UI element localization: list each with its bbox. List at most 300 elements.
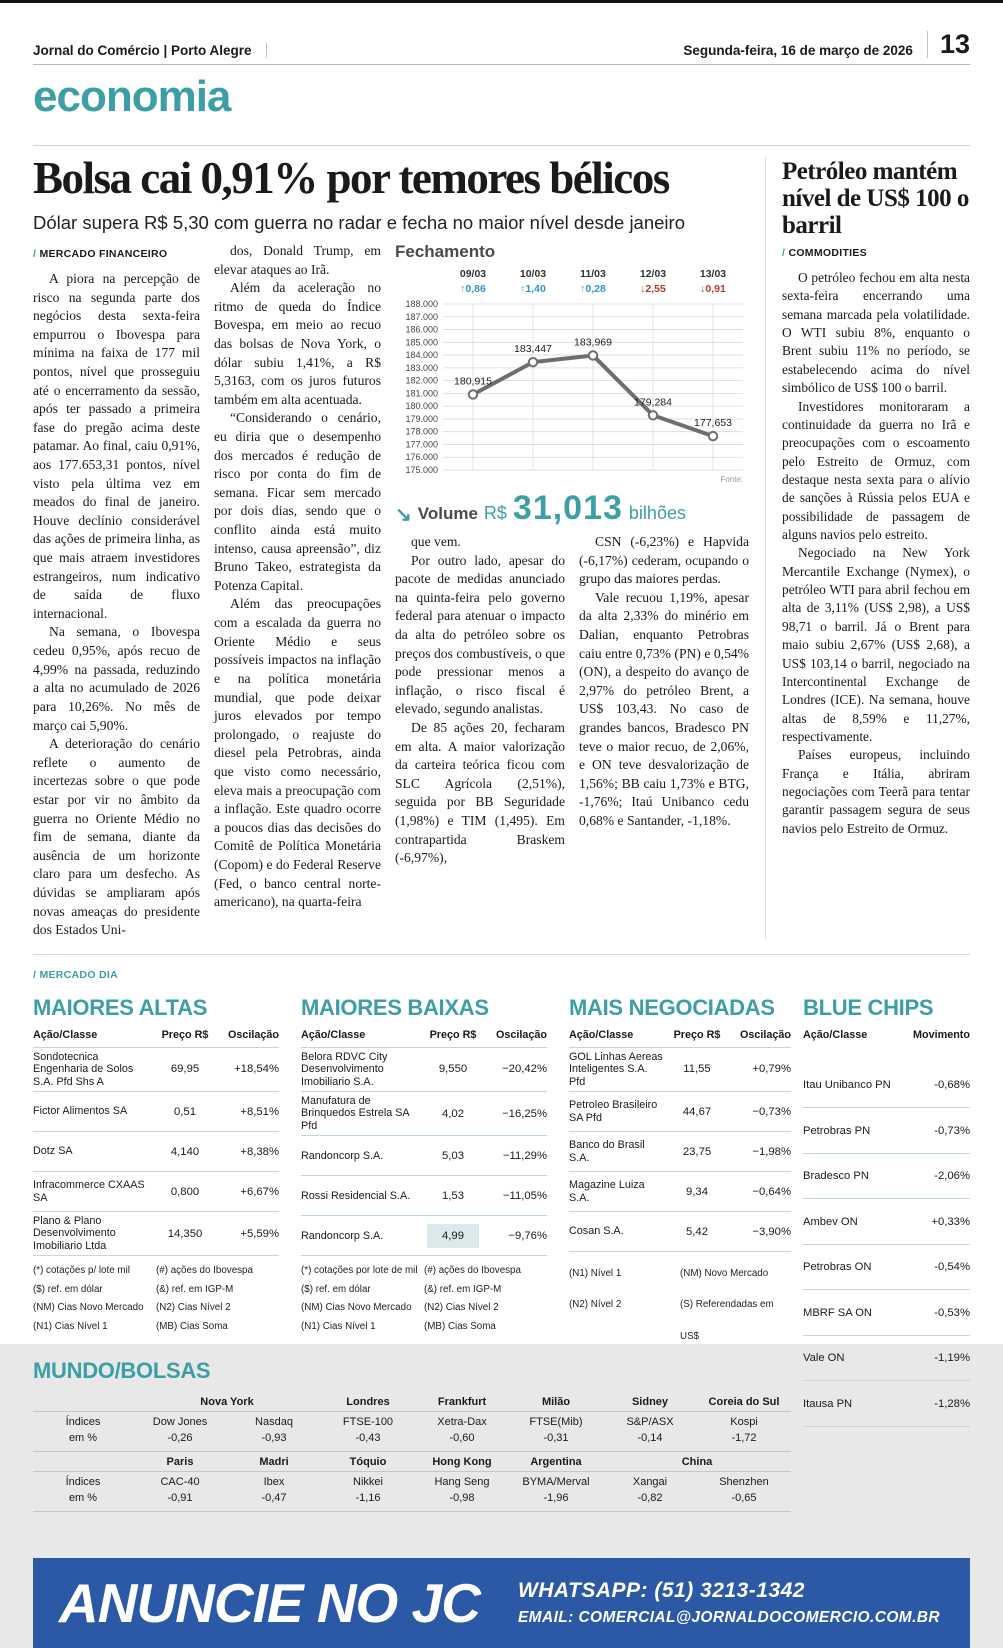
y-tick-label: 175.000 <box>405 464 438 475</box>
exchange-city: Tóquio <box>349 1455 387 1468</box>
stock-price: 69,95 <box>170 1063 200 1076</box>
exchange-city: Londres <box>346 1396 390 1409</box>
table-row <box>301 1136 547 1176</box>
date-label: 10/03 <box>519 267 547 280</box>
mundo-header-row <box>33 1451 791 1471</box>
index-name: Hang Seng <box>434 1475 490 1488</box>
stock-name: MBRF SA ON <box>803 1306 872 1319</box>
kicker-slash: / <box>33 247 40 260</box>
article-paragraph: Além das preocupações com a escalada da guerra no Oriente Médio e seus possíveis impactos na inflação e na política monetária mundial, que pode deixar juros elevados por tempo prolongado, o reajuste do diesel pela Petrobras, ainda que visto como necessário, eleva mais a preocupação com a inflação. Este quadro ocorre a poucos dias das decisões do Comitê de Política Monetária (Copom) e do Federal Reserve (Fed, o banco central norte-americano), na quarta-feira <box>214 596 381 910</box>
footnotes-left <box>569 1258 680 1352</box>
table-row <box>569 1172 791 1212</box>
banner-headline: ANUNCIE NO JC <box>59 1571 480 1634</box>
article-col-3 <box>395 533 565 868</box>
stock-price: 4,99 <box>427 1224 479 1248</box>
y-tick-label: 176.000 <box>405 452 438 463</box>
stock-name: Petrobras PN <box>803 1124 871 1137</box>
stock-change: -1,28% <box>934 1397 970 1410</box>
index-value: -0,47 <box>261 1491 287 1504</box>
stock-name: Itau Unibanco PN <box>803 1079 891 1092</box>
blue-chips-rows <box>803 1063 970 1427</box>
footnote: (NM) Novo Mercado <box>680 1268 769 1280</box>
exchange-city: Sidney <box>631 1396 669 1409</box>
table-row <box>803 1245 970 1291</box>
kicker-slash: / <box>33 968 40 981</box>
mundo-table <box>33 1392 791 1512</box>
footnote: (#) ações do Ibovespa <box>156 1265 253 1277</box>
stock-change: −16,25% <box>502 1107 547 1120</box>
data-point-label: 179,284 <box>634 396 672 409</box>
row-label-line: em % <box>68 1491 98 1504</box>
article-paragraph: Investidores monitoraram a continuidade da guerra no Irã e preocupações com o escoamento pelo Estreito de Ormuz, com destaque nesta sexta para o alívio de sanções à Rússia pelos EUA e possibilidade de passagem de alguns navios pelo estreito. <box>782 398 970 543</box>
mundo-title: MUNDO/BOLSAS <box>33 1358 211 1384</box>
footnote: (&) ref. em IGP-M <box>156 1283 234 1295</box>
mundo-data-row <box>33 1471 791 1511</box>
maiores-altas-rows <box>33 1048 279 1256</box>
data-point <box>469 390 477 398</box>
col-header-name: Ação/Classe <box>33 1028 98 1041</box>
index-value: -0,43 <box>355 1432 381 1445</box>
table-title: MAIS NEGOCIADAS <box>569 994 775 1020</box>
stock-change: −9,76% <box>508 1229 547 1242</box>
footnote: (MB) Cias Soma <box>156 1321 228 1333</box>
mercado-left <box>33 991 791 1512</box>
exchange-city: Argentina <box>530 1455 582 1468</box>
data-point <box>529 358 537 366</box>
table-row <box>569 1132 791 1172</box>
data-point <box>709 432 717 440</box>
stock-price: 1,53 <box>442 1189 464 1202</box>
sidebar-kicker <box>782 247 970 259</box>
stock-change: +18,54% <box>234 1063 279 1076</box>
index-cell <box>697 1412 791 1452</box>
stock-name: Bradesco PN <box>803 1170 869 1183</box>
data-point <box>589 351 597 359</box>
footnotes-left <box>301 1262 424 1336</box>
table-row <box>33 1048 279 1092</box>
index-name: Xangai <box>632 1475 668 1488</box>
index-cell <box>415 1471 509 1511</box>
article-col-1-text <box>33 270 200 940</box>
sidebar-headline: Petróleo mantém nível de US$ 100 o barril <box>782 158 969 239</box>
maiores-baixas-footnotes <box>301 1262 547 1336</box>
table-header <box>33 1029 279 1048</box>
exchange-city: Frankfurt <box>437 1396 487 1409</box>
index-name: Shenzhen <box>719 1475 769 1488</box>
table-row <box>803 1154 970 1200</box>
stock-change: −1,98% <box>752 1145 791 1158</box>
col-header-price: Preço R$ <box>673 1028 721 1041</box>
data-point <box>649 411 657 419</box>
stock-price: 44,67 <box>682 1105 712 1118</box>
stock-change: -0,54% <box>934 1261 970 1274</box>
col-header-change: Oscilação <box>739 1028 791 1041</box>
table-row <box>803 1290 970 1336</box>
article-col-4-text <box>579 533 749 831</box>
maiores-altas-footnotes <box>33 1262 279 1336</box>
index-name: Nasdaq <box>255 1416 293 1429</box>
index-cell <box>321 1412 415 1452</box>
footnote: ($) ref. em dólar <box>301 1283 371 1295</box>
index-cell <box>603 1471 697 1511</box>
exchange-city: Nova York <box>200 1396 254 1409</box>
table-row <box>301 1216 547 1256</box>
index-name: FTSE(Mib) <box>529 1416 583 1429</box>
stock-price: 5,03 <box>442 1149 464 1162</box>
chart-and-text-block <box>395 242 749 940</box>
date-label: 09/03 <box>459 267 487 280</box>
article-paragraph: Negociado na New York Mercantile Exchange (Nymex), o petróleo WTI para abril fechou em alta de 3,11% (US$ 2,98), a US$ 98,71 o barril. Já o Brent para maio subiu 2,67% (US$ 2,68), a US$ 103,14 o barril, negociado na Intercontinental Exchange de Londres (ICE). Na semana, houve altas de 8,59% e 11,27%, respectivamente. <box>782 545 970 744</box>
table-header <box>301 1029 547 1048</box>
article-paragraph: O petróleo fechou em alta nesta sexta-feira encerrando uma semana marcada pela volatilidade. O WTI subiu 8%, enquanto o Brent subiu 11% no período, se estabelecendo acima do nível simbólico de US$ 100 o barril. <box>782 270 970 396</box>
stock-name: Ambev ON <box>803 1215 858 1228</box>
stock-name: Banco do Brasil S.A. <box>569 1139 645 1164</box>
exchange-city: Coreia do Sul <box>708 1396 780 1409</box>
stock-change: -0,53% <box>934 1306 970 1319</box>
stock-change: -1,19% <box>934 1352 970 1365</box>
edition-date: Segunda-feira, 16 de março de 2026 <box>683 43 913 58</box>
volume-currency: R$ <box>483 502 507 523</box>
footnote: (NM) Cias Novo Mercado <box>33 1302 144 1314</box>
y-tick-label: 181.000 <box>405 388 438 399</box>
footnote: (N2) Cias Nível 2 <box>156 1302 231 1314</box>
volume-unit: bilhões <box>628 502 686 523</box>
footnote: (NM) Cias Novo Mercado <box>301 1302 412 1314</box>
stock-price: 23,75 <box>682 1145 712 1158</box>
article-paragraph: Por outro lado, apesar do pacote de medidas anunciado na quinta-feira pelo governo federal para atenuar o impacto da alta do petróleo sobre os preços dos combustíveis, o que pode pressionar menos a inflação, o risco fiscal é elevado, segundo analistas. <box>395 552 565 717</box>
y-tick-label: 177.000 <box>405 439 438 450</box>
table-title: BLUE CHIPS <box>803 994 934 1020</box>
table-row <box>301 1048 547 1092</box>
exchange-city: Paris <box>166 1455 194 1468</box>
table-row <box>569 1048 791 1092</box>
index-cell <box>133 1412 227 1452</box>
table-header <box>569 1029 791 1048</box>
maiores-baixas-rows <box>301 1048 547 1256</box>
mundo-bolsas-section <box>33 1358 791 1512</box>
stock-price: 5,42 <box>686 1225 708 1238</box>
table-row <box>33 1092 279 1132</box>
footnote: (N1) Cias Nível 1 <box>33 1321 108 1333</box>
y-tick-label: 184.000 <box>405 349 438 360</box>
page-number: 13 <box>927 31 970 58</box>
article-paragraph: A piora na percepção de risco na segunda parte dos negócios desta sexta-feira empurrou o Ibovespa para mínima na faixa de 177 mil pontos, nível que prosseguiu até o encerramento da sessão, após ter passado a primeira fase do pregão acima deste patamar. Ao final, caiu 0,91%, aos 177.653,31 pontos, nível visto pela última vez em meados do final de janeiro. Houve declínio considerável das ações de primeira linha, as que mais atraem investidores estrangeiros, num indicativo de saída de fluxo internacional. <box>33 270 200 621</box>
blue-chips-table <box>803 991 970 1512</box>
article-kicker <box>33 248 200 260</box>
kicker-label: COMMODITIES <box>788 247 867 259</box>
article-paragraph: que vem. <box>411 533 461 549</box>
stock-price: 11,55 <box>683 1063 711 1076</box>
stock-change: +0,79% <box>752 1063 791 1076</box>
exchange-city: Hong Kong <box>432 1455 492 1468</box>
index-value: -1,16 <box>355 1491 381 1504</box>
index-cell <box>509 1412 603 1452</box>
index-cell <box>415 1412 509 1452</box>
article-paragraph: “Considerando o cenário, eu diria que o desempenho dos mercados é redução de risco por conta do fim de semana. Ficar sem mercado por dois dias, sendo que o conflito ainda está muito intenso, causa apreensão”, diz Bruno Takeo, estrategista da Potenza Capital. <box>214 410 381 593</box>
index-value: -1,96 <box>543 1491 569 1504</box>
row-label-line: Índices <box>65 1416 101 1429</box>
stock-name: Infracommerce CXAAS SA <box>33 1179 145 1204</box>
table-row <box>803 1063 970 1109</box>
newspaper-brand: Jornal do Comércio | Porto Alegre <box>33 43 267 58</box>
y-tick-label: 180.000 <box>405 401 438 412</box>
article-paragraph: CSN (-6,23%) e Hapvida (-6,17%) cederam, ocupando o grupo das maiores perdas. <box>579 533 749 587</box>
sidebar-text <box>782 269 970 838</box>
stock-change: −0,64% <box>752 1185 791 1198</box>
stock-change: +8,51% <box>240 1105 279 1118</box>
index-name: Kospi <box>730 1416 758 1429</box>
y-tick-label: 185.000 <box>405 337 438 348</box>
index-name: Xetra-Dax <box>437 1416 487 1429</box>
stock-price: 9,550 <box>438 1063 468 1076</box>
col-header-name: Ação/Classe <box>803 1028 868 1041</box>
stock-name: Randoncorp S.A. <box>301 1229 384 1242</box>
index-name: BYMA/Merval <box>522 1475 590 1488</box>
article-paragraph: dos, Donald Trump, em elevar ataques ao Irã. <box>214 242 381 277</box>
stock-name: Fictor Alimentos SA <box>33 1105 128 1118</box>
article-col-2 <box>214 242 381 940</box>
article-columns <box>33 242 749 940</box>
mundo-corner-cell <box>33 1451 133 1471</box>
masthead <box>33 3 970 65</box>
article-col-1 <box>33 242 200 940</box>
index-value: -1,72 <box>731 1432 757 1445</box>
table-row <box>569 1212 791 1252</box>
date-label: 12/03 <box>639 267 667 280</box>
stock-change: −11,29% <box>502 1149 547 1162</box>
table-row <box>803 1336 970 1382</box>
article-paragraph: Além da aceleração no ritmo de queda do Índice Bovespa, em meio ao recuo das bolsas de Nova York, o dólar subiu 1,41%, a R$ 5,3163, com os juros futuros também em alta acentuada. <box>214 280 381 407</box>
table-row <box>803 1199 970 1245</box>
stock-name: Petrobras ON <box>803 1261 872 1274</box>
article-paragraph: Países europeus, incluindo França e Itália, abriram negociações com Teerã para tentar garantir passagem segura de seus navios pelo Estreito de Ormuz. <box>782 747 970 836</box>
table-row <box>803 1381 970 1427</box>
kicker-slash: / <box>782 247 789 259</box>
col-header-name: Ação/Classe <box>301 1028 366 1041</box>
stock-name: Rossi Residencial S.A. <box>301 1189 411 1202</box>
stock-name: Magazine Luiza S.A. <box>569 1179 645 1204</box>
footnotes-right <box>424 1262 547 1336</box>
stock-name: Petroleo Brasileiro SA Pfd <box>569 1099 658 1124</box>
article-paragraph: De 85 ações 20, fecharam em alta. A maior valorização da carteira teórica ficou com SLC Agrícola (2,51%), seguida por BB Seguridade (1,98%) e TIM (1,495). Em contrapartida Braskem (-6,97%), <box>395 719 565 866</box>
col-header-movement: Movimento <box>913 1028 970 1041</box>
stock-change: −11,05% <box>502 1189 547 1202</box>
below-chart-columns <box>395 533 749 868</box>
index-value: -0,26 <box>167 1432 193 1445</box>
stock-price: 14,350 <box>167 1227 203 1240</box>
maiores-altas-table <box>33 991 301 1352</box>
table-row <box>33 1132 279 1172</box>
footnote: (#) ações do Ibovespa <box>424 1265 521 1277</box>
index-value: -0,93 <box>261 1432 287 1445</box>
exchange-city: Milão <box>541 1396 571 1409</box>
mercado-dia-kicker <box>33 969 970 981</box>
article-col-3-text <box>395 533 565 868</box>
y-tick-label: 183.000 <box>405 362 438 373</box>
index-cell <box>509 1471 603 1511</box>
banner-whatsapp: WHATSAPP: (51) 3213-1342 <box>517 1578 805 1602</box>
stock-name: Itausa PN <box>803 1397 853 1410</box>
mais-negociadas-table <box>569 991 791 1352</box>
index-cell <box>697 1471 791 1511</box>
banner-email: EMAIL: COMERCIAL@JORNALDOCOMERCIO.COM.BR <box>517 1608 940 1626</box>
stock-change: +6,67% <box>240 1185 279 1198</box>
change-label: ↓2,55 <box>640 282 666 295</box>
change-label: ↑1,40 <box>520 282 546 295</box>
y-tick-label: 178.000 <box>405 426 438 437</box>
y-tick-label: 186.000 <box>405 324 438 335</box>
table-title: MAIORES BAIXAS <box>301 994 489 1020</box>
footnote: (N1) Nível 1 <box>569 1268 622 1280</box>
mais-negociadas-rows <box>569 1048 791 1252</box>
table-row <box>803 1108 970 1154</box>
stock-name: Cosan S.A. <box>569 1225 624 1238</box>
stock-price: 4,140 <box>170 1145 200 1158</box>
mundo-data-row <box>33 1412 791 1452</box>
date-label: 11/03 <box>580 267 606 280</box>
stock-change: −20,42% <box>502 1063 547 1076</box>
footnote: (N2) Cias Nível 2 <box>424 1302 499 1314</box>
index-value: -0,14 <box>637 1432 663 1445</box>
stock-name: Randoncorp S.A. <box>301 1149 384 1162</box>
table-row <box>569 1092 791 1132</box>
stock-name: Manufatura de Brinquedos Estrela SA Pfd <box>301 1095 410 1132</box>
mercado-dia-section <box>33 954 970 1512</box>
fechamento-chart-svg <box>395 264 749 488</box>
table-header <box>803 1029 970 1063</box>
footnote: (S) Referendadas em US$ <box>680 1299 774 1342</box>
footnote: (N2) Nível 2 <box>569 1299 622 1311</box>
y-tick-label: 179.000 <box>405 413 438 424</box>
footnotes-right <box>680 1258 791 1352</box>
col-header-change: Oscilação <box>227 1028 279 1041</box>
data-point-label: 183,969 <box>574 336 612 349</box>
stock-tables-row <box>33 991 791 1352</box>
footnote: (*) cotações p/ lote mil <box>33 1265 130 1277</box>
stock-change: +5,59% <box>240 1227 279 1240</box>
footnote: (MB) Cias Soma <box>424 1321 496 1333</box>
kicker-label: MERCADO DIA <box>39 968 118 981</box>
footnote: (N1) Cias Nível 1 <box>301 1321 376 1333</box>
footnotes-right <box>156 1262 279 1336</box>
index-name: Ibex <box>263 1475 285 1488</box>
section-title: economia <box>33 72 231 121</box>
change-label: ↑0,86 <box>460 282 486 295</box>
row-label <box>33 1412 133 1452</box>
footnote: ($) ref. em dólar <box>33 1283 103 1295</box>
exchange-city: China <box>681 1455 713 1468</box>
table-title: MAIORES ALTAS <box>33 994 208 1020</box>
y-tick-label: 182.000 <box>405 375 438 386</box>
stock-price: 0,800 <box>170 1185 200 1198</box>
col-header-name: Ação/Classe <box>569 1028 634 1041</box>
index-cell <box>227 1471 321 1511</box>
stock-name: Plano & Plano Desenvolvimento Imobiliario Ltda <box>33 1215 116 1252</box>
stock-change: +8,38% <box>240 1145 279 1158</box>
data-point-label: 177,653 <box>694 417 732 430</box>
stock-change: -2,06% <box>934 1170 970 1183</box>
data-point-label: 183,447 <box>514 343 552 356</box>
index-value: -0,82 <box>637 1491 663 1504</box>
article-main-block <box>33 153 749 940</box>
date-label: 13/03 <box>699 267 727 280</box>
row-label <box>33 1471 133 1511</box>
index-value: -0,98 <box>449 1491 475 1504</box>
article-paragraph: Na semana, o Ibovespa cedeu 0,95%, após recuo de 4,99% na passada, reduzindo a alta no acumulado de 2026 para 10,26%. No mês de março cai 5,90%. <box>33 624 200 733</box>
footnote: (*) cotações por lote de mil <box>301 1265 418 1277</box>
index-cell <box>227 1412 321 1452</box>
mundo-header-row <box>33 1392 791 1412</box>
index-name: CAC-40 <box>160 1475 200 1488</box>
y-tick-label: 187.000 <box>405 311 438 322</box>
col-header-change: Oscilação <box>495 1028 547 1041</box>
index-cell <box>603 1412 697 1452</box>
index-name: Dow Jones <box>152 1416 208 1429</box>
y-tick-label: 188.000 <box>405 298 438 309</box>
index-name: Nikkei <box>353 1475 383 1488</box>
stock-name: GOL Linhas Aereas Inteligentes S.A. Pfd <box>569 1050 663 1088</box>
volume-value: 31,013 <box>512 488 623 527</box>
table-row <box>301 1092 547 1136</box>
advert-banner <box>33 1558 970 1648</box>
stock-name: Sondotecnica Engenharia de Solos S.A. Pfd Shs A <box>33 1050 134 1088</box>
index-value: -0,31 <box>543 1432 569 1445</box>
stock-price: 9,34 <box>686 1185 708 1198</box>
table-row <box>33 1212 279 1256</box>
stock-name: Dotz SA <box>33 1145 73 1158</box>
article-col-2-text <box>214 242 381 912</box>
mundo-corner-cell <box>33 1392 133 1412</box>
source-label: Fonte: <box>720 474 743 484</box>
table-row <box>33 1172 279 1212</box>
index-name: FTSE-100 <box>342 1416 394 1429</box>
data-point-label: 180,915 <box>454 375 492 388</box>
footnote: (&) ref. em IGP-M <box>424 1283 502 1295</box>
change-label: ↓0,91 <box>700 282 726 295</box>
article-subhead: Dólar supera R$ 5,30 com guerra no radar e fecha no maior nível desde janeiro <box>33 211 685 233</box>
row-label-line: Índices <box>65 1475 101 1488</box>
index-value: -0,60 <box>449 1432 475 1445</box>
stock-price: 4,02 <box>442 1107 464 1120</box>
mais-negociadas-footnotes <box>569 1258 791 1352</box>
index-name: S&P/ASX <box>626 1416 674 1429</box>
stock-price: 0,51 <box>174 1105 196 1118</box>
commodities-sidebar <box>765 156 970 940</box>
stock-change: −0,73% <box>752 1105 791 1118</box>
stock-change: −3,90% <box>752 1225 791 1238</box>
chart-title: Fechamento <box>395 241 496 261</box>
stock-change: -0,68% <box>934 1079 970 1092</box>
stock-change: -0,73% <box>934 1124 970 1137</box>
stock-change: +0,33% <box>931 1215 970 1228</box>
mercado-grid <box>33 991 970 1512</box>
main-article <box>33 153 970 940</box>
volume-arrow-icon: ↘ <box>395 503 412 526</box>
index-cell <box>321 1471 415 1511</box>
footnotes-left <box>33 1262 156 1336</box>
volume-label: Volume <box>417 503 478 523</box>
exchange-city: Madri <box>259 1455 289 1468</box>
stock-name: Vale ON <box>803 1352 845 1365</box>
article-headline: Bolsa cai 0,91% por temores bélicos <box>33 153 669 203</box>
article-paragraph: Vale recuou 1,19%, apesar da alta 2,33% do minério em Dalian, enquanto Petrobras caiu entre 0,73% (PN) e 0,54% (ON), a despeito do avanço de 2,97% do petróleo Brent, a US$ 103,43. No caso de grandes bancos, Bradesco PN teve o maior recuo, de 2,06%, e ON teve desvalorização de 1,56%; BB caiu 1,73% e BTG, -1,76%; Itaú Unibanco cedu 0,68% e Santander, -1,18%. <box>579 589 749 829</box>
fechamento-chart <box>395 242 749 525</box>
volume-row <box>395 488 749 527</box>
index-value: -0,65 <box>731 1491 757 1504</box>
stock-name: Belora RDVC City Desenvolvimento Imobiliario S.A. <box>301 1050 388 1088</box>
kicker-label: MERCADO FINANCEIRO <box>39 247 168 260</box>
maiores-baixas-table <box>301 991 569 1352</box>
